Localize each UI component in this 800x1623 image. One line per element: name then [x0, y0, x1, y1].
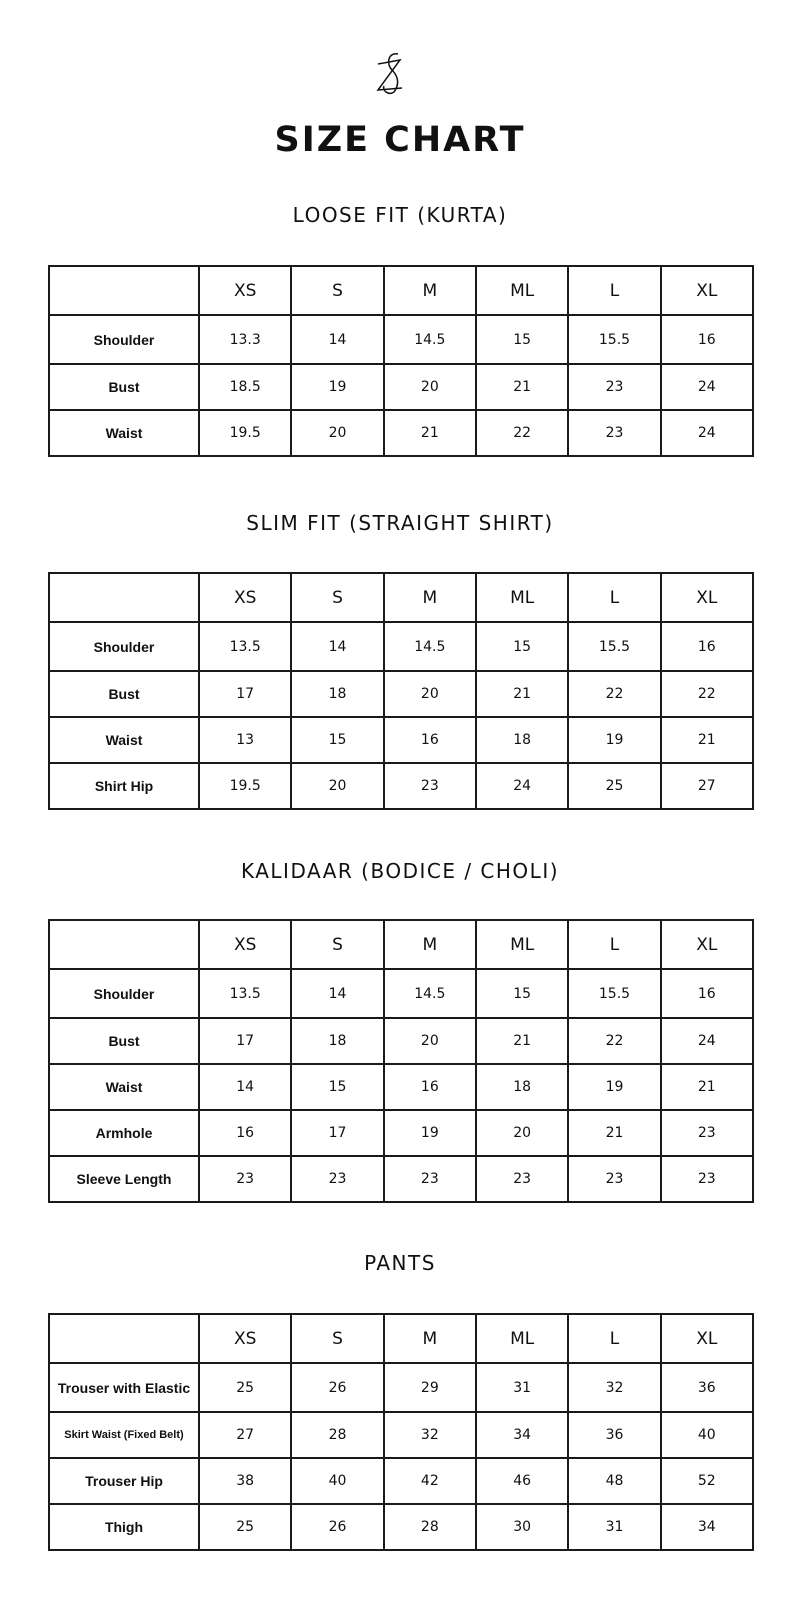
- table-cell: 30: [476, 1504, 568, 1550]
- table-cell: 18: [291, 671, 383, 717]
- table-header-row: [49, 920, 753, 969]
- size-header: XS: [199, 573, 291, 622]
- row-label: Shoulder: [49, 622, 199, 671]
- header-corner-cell: [49, 1314, 199, 1363]
- table-cell: 20: [476, 1110, 568, 1156]
- table-cell: 21: [384, 410, 476, 456]
- table-row: [49, 364, 753, 410]
- size-header: S: [291, 920, 383, 969]
- table-cell: 17: [291, 1110, 383, 1156]
- table-cell: 24: [476, 763, 568, 809]
- table-cell: 26: [291, 1363, 383, 1412]
- table-cell: 15: [476, 315, 568, 364]
- table-cell: 52: [661, 1458, 753, 1504]
- table-cell: 24: [661, 364, 753, 410]
- table-row: [49, 622, 753, 671]
- row-label: Shoulder: [49, 969, 199, 1018]
- table-cell: 21: [476, 671, 568, 717]
- size-header: XS: [199, 266, 291, 315]
- size-header: L: [568, 920, 660, 969]
- table-cell: 15: [476, 969, 568, 1018]
- table-row: [49, 1018, 753, 1064]
- size-header: XL: [661, 266, 753, 315]
- table-header-row: [49, 573, 753, 622]
- table-cell: 15.5: [568, 315, 660, 364]
- section-title-kalidaar: KALIDAAR (BODICE / CHOLI): [240, 859, 560, 883]
- table-cell: 14: [291, 622, 383, 671]
- table-cell: 29: [384, 1363, 476, 1412]
- table-cell: 22: [568, 671, 660, 717]
- size-header: L: [568, 573, 660, 622]
- size-header: S: [291, 266, 383, 315]
- page-title: SIZE CHART: [274, 120, 526, 160]
- table-cell: 25: [568, 763, 660, 809]
- table-row: [49, 1064, 753, 1110]
- table-row: [49, 1110, 753, 1156]
- table-cell: 34: [476, 1412, 568, 1458]
- table-cell: 15.5: [568, 622, 660, 671]
- table-header-row: [49, 1314, 753, 1363]
- table-cell: 16: [661, 622, 753, 671]
- table-cell: 17: [199, 671, 291, 717]
- section-title-loose-fit: LOOSE FIT (KURTA): [292, 203, 508, 227]
- table-cell: 20: [291, 410, 383, 456]
- table-cell: 19.5: [199, 763, 291, 809]
- size-header: S: [291, 1314, 383, 1363]
- table-cell: 16: [661, 315, 753, 364]
- size-header: M: [384, 920, 476, 969]
- table-row: [49, 315, 753, 364]
- table-cell: 20: [291, 763, 383, 809]
- table-cell: 13.5: [199, 969, 291, 1018]
- table-cell: 24: [661, 1018, 753, 1064]
- header-corner-cell: [49, 573, 199, 622]
- size-header: M: [384, 573, 476, 622]
- table-cell: 13.5: [199, 622, 291, 671]
- header-corner-cell: [49, 266, 199, 315]
- size-table-loose-fit: [48, 265, 754, 457]
- table-cell: 32: [568, 1363, 660, 1412]
- row-label: Bust: [49, 364, 199, 410]
- row-label: Thigh: [49, 1504, 199, 1550]
- table-cell: 19: [568, 1064, 660, 1110]
- table-row: [49, 410, 753, 456]
- table-cell: 23: [384, 763, 476, 809]
- table-row: [49, 969, 753, 1018]
- table-row: [49, 1412, 753, 1458]
- row-label: Sleeve Length: [49, 1156, 199, 1202]
- table-cell: 25: [199, 1504, 291, 1550]
- table-cell: 21: [476, 1018, 568, 1064]
- table-cell: 19: [291, 364, 383, 410]
- table-row: [49, 1363, 753, 1412]
- table-cell: 31: [476, 1363, 568, 1412]
- table-cell: 16: [661, 969, 753, 1018]
- table-cell: 23: [384, 1156, 476, 1202]
- table-cell: 15.5: [568, 969, 660, 1018]
- table-cell: 27: [661, 763, 753, 809]
- table-cell: 42: [384, 1458, 476, 1504]
- table-cell: 14.5: [384, 315, 476, 364]
- table-cell: 17: [199, 1018, 291, 1064]
- size-header: M: [384, 266, 476, 315]
- row-label: Waist: [49, 410, 199, 456]
- table-cell: 21: [476, 364, 568, 410]
- table-row: [49, 717, 753, 763]
- table-cell: 32: [384, 1412, 476, 1458]
- size-header: XL: [661, 1314, 753, 1363]
- table-cell: 28: [291, 1412, 383, 1458]
- table-cell: 19: [568, 717, 660, 763]
- row-label: Shoulder: [49, 315, 199, 364]
- size-header: ML: [476, 920, 568, 969]
- table-cell: 46: [476, 1458, 568, 1504]
- table-cell: 15: [476, 622, 568, 671]
- size-header: M: [384, 1314, 476, 1363]
- table-cell: 14: [291, 969, 383, 1018]
- table-cell: 24: [661, 410, 753, 456]
- size-header: L: [568, 266, 660, 315]
- row-label: Waist: [49, 717, 199, 763]
- table-cell: 48: [568, 1458, 660, 1504]
- size-header: XL: [661, 573, 753, 622]
- table-cell: 23: [661, 1110, 753, 1156]
- size-header: XL: [661, 920, 753, 969]
- table-cell: 14: [291, 315, 383, 364]
- table-cell: 22: [568, 1018, 660, 1064]
- table-cell: 18: [476, 1064, 568, 1110]
- table-cell: 16: [199, 1110, 291, 1156]
- table-cell: 15: [291, 1064, 383, 1110]
- table-cell: 23: [568, 410, 660, 456]
- row-label: Bust: [49, 671, 199, 717]
- size-header: L: [568, 1314, 660, 1363]
- section-title-slim-fit: SLIM FIT (STRAIGHT SHIRT): [246, 511, 554, 535]
- table-cell: 20: [384, 364, 476, 410]
- table-row: [49, 671, 753, 717]
- table-cell: 19: [384, 1110, 476, 1156]
- table-cell: 23: [568, 1156, 660, 1202]
- table-row: [49, 1458, 753, 1504]
- table-cell: 14.5: [384, 622, 476, 671]
- table-cell: 23: [476, 1156, 568, 1202]
- table-cell: 19.5: [199, 410, 291, 456]
- size-table-pants: [48, 1313, 754, 1551]
- table-cell: 27: [199, 1412, 291, 1458]
- table-header-row: [49, 266, 753, 315]
- table-cell: 16: [384, 717, 476, 763]
- table-cell: 22: [476, 410, 568, 456]
- table-cell: 23: [661, 1156, 753, 1202]
- table-cell: 21: [661, 717, 753, 763]
- size-header: ML: [476, 266, 568, 315]
- table-cell: 23: [199, 1156, 291, 1202]
- table-cell: 20: [384, 1018, 476, 1064]
- table-cell: 38: [199, 1458, 291, 1504]
- table-cell: 15: [291, 717, 383, 763]
- row-label: Trouser with Elastic: [49, 1363, 199, 1412]
- row-label: Armhole: [49, 1110, 199, 1156]
- zs-monogram-logo-icon: [370, 50, 410, 98]
- table-cell: 22: [661, 671, 753, 717]
- size-header: S: [291, 573, 383, 622]
- table-cell: 25: [199, 1363, 291, 1412]
- table-cell: 21: [661, 1064, 753, 1110]
- table-cell: 21: [568, 1110, 660, 1156]
- header-corner-cell: [49, 920, 199, 969]
- section-title-pants: PANTS: [364, 1251, 436, 1275]
- row-label: Shirt Hip: [49, 763, 199, 809]
- table-cell: 14: [199, 1064, 291, 1110]
- table-row: [49, 763, 753, 809]
- table-cell: 40: [291, 1458, 383, 1504]
- size-header: XS: [199, 1314, 291, 1363]
- table-row: [49, 1156, 753, 1202]
- size-header: XS: [199, 920, 291, 969]
- size-table-kalidaar: [48, 919, 754, 1203]
- table-cell: 36: [661, 1363, 753, 1412]
- table-cell: 36: [568, 1412, 660, 1458]
- table-cell: 18: [291, 1018, 383, 1064]
- row-label: Waist: [49, 1064, 199, 1110]
- row-label: Bust: [49, 1018, 199, 1064]
- row-label: Skirt Waist (Fixed Belt): [49, 1412, 199, 1458]
- table-cell: 31: [568, 1504, 660, 1550]
- table-cell: 40: [661, 1412, 753, 1458]
- table-cell: 18.5: [199, 364, 291, 410]
- table-cell: 26: [291, 1504, 383, 1550]
- table-cell: 13: [199, 717, 291, 763]
- table-cell: 16: [384, 1064, 476, 1110]
- table-cell: 23: [568, 364, 660, 410]
- size-header: ML: [476, 573, 568, 622]
- table-cell: 13.3: [199, 315, 291, 364]
- table-cell: 34: [661, 1504, 753, 1550]
- table-cell: 18: [476, 717, 568, 763]
- row-label: Trouser Hip: [49, 1458, 199, 1504]
- table-cell: 23: [291, 1156, 383, 1202]
- table-cell: 14.5: [384, 969, 476, 1018]
- table-row: [49, 1504, 753, 1550]
- size-header: ML: [476, 1314, 568, 1363]
- table-cell: 28: [384, 1504, 476, 1550]
- size-table-slim-fit: [48, 572, 754, 810]
- table-cell: 20: [384, 671, 476, 717]
